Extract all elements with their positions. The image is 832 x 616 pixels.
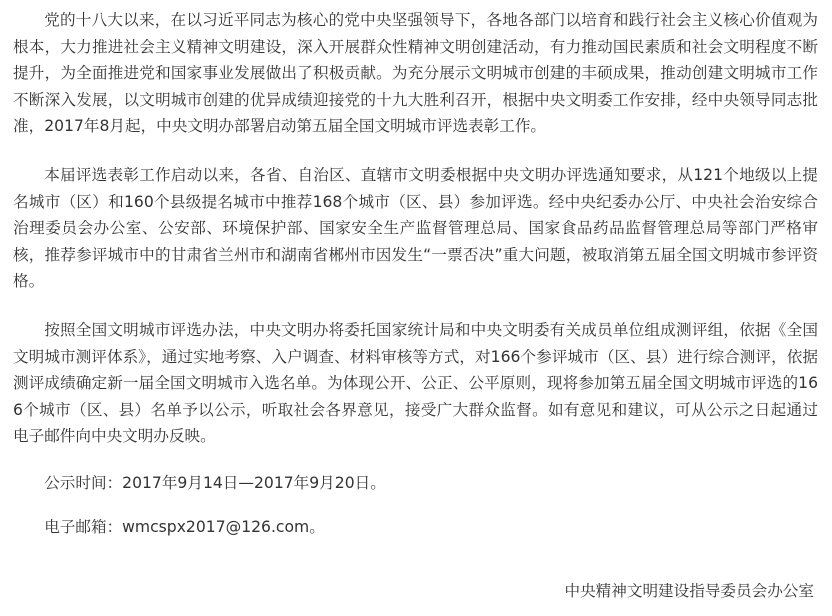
paragraph-evaluation-method: 按照全国文明城市评选办法，中央文明办将委托国家统计局和中央文明委有关成员单位组成测评组，依据《全国文明城市测评体系》，通过实地考察、入户调查、材料审核等方式，对166个参评城市（区、县）进行综合测评，依据测评成绩确定新一届全国文明城市入选名单。为体现公开、公正、公平原则，现将参加第五届全国文明城市评选的166个城市（区、县）名单予以公示，听取社会各界意见，接受广大群众监督。如有意见和建议，可从公示之日起通过电子邮件向中央文明办反映。 — [13, 320, 818, 446]
paragraph-selection-process: 本届评选表彰工作启动以来，各省、自治区、直辖市文明委根据中央文明办评选通知要求，从121个地级以上提名城市（区）和160个县级提名城市中推荐168个城市（区、县）参加评选。经中央纪委办公厅、中央社会治安综合治理委员会办公室、公安部、环境保护部、国家安全生产监督管理总局、国家食品药品监督管理总局等部门严格审核，推荐参评城市中的甘肃省兰州市和湖南省郴州市因发生“一票否决”重大问题，被取消第五届全国文明城市参评资格。 — [13, 165, 818, 291]
paragraph-intro: 党的十八大以来，在以习近平同志为核心的党中央坚强领导下，各地各部门以培育和践行社会主义核心价值观为根本，大力推进社会主义精神文明建设，深入开展群众性精神文明创建活动，有力推动国民素质和社会文明程度不断提升，为全面推进党和国家事业发展做出了积极贡献。为充分展示文明城市创建的丰硕成果，推动创建文明城市工作不断深入发展，以文明城市创建的优异成绩迎接党的十九大胜利召开，根据中央文明委工作安排，经中央领导同志批准，2017年8月起，中央文明办部署启动第五届全国文明城市评选表彰工作。 — [13, 11, 818, 136]
notice-time: 公示时间：2017年9月14日—2017年9月20日。 — [44, 473, 386, 492]
issuer-signature: 中央精神文明建设指导委员会办公室 — [564, 582, 814, 600]
contact-email: 电子邮箱：wmcspx2017@126.com。 — [44, 517, 325, 536]
